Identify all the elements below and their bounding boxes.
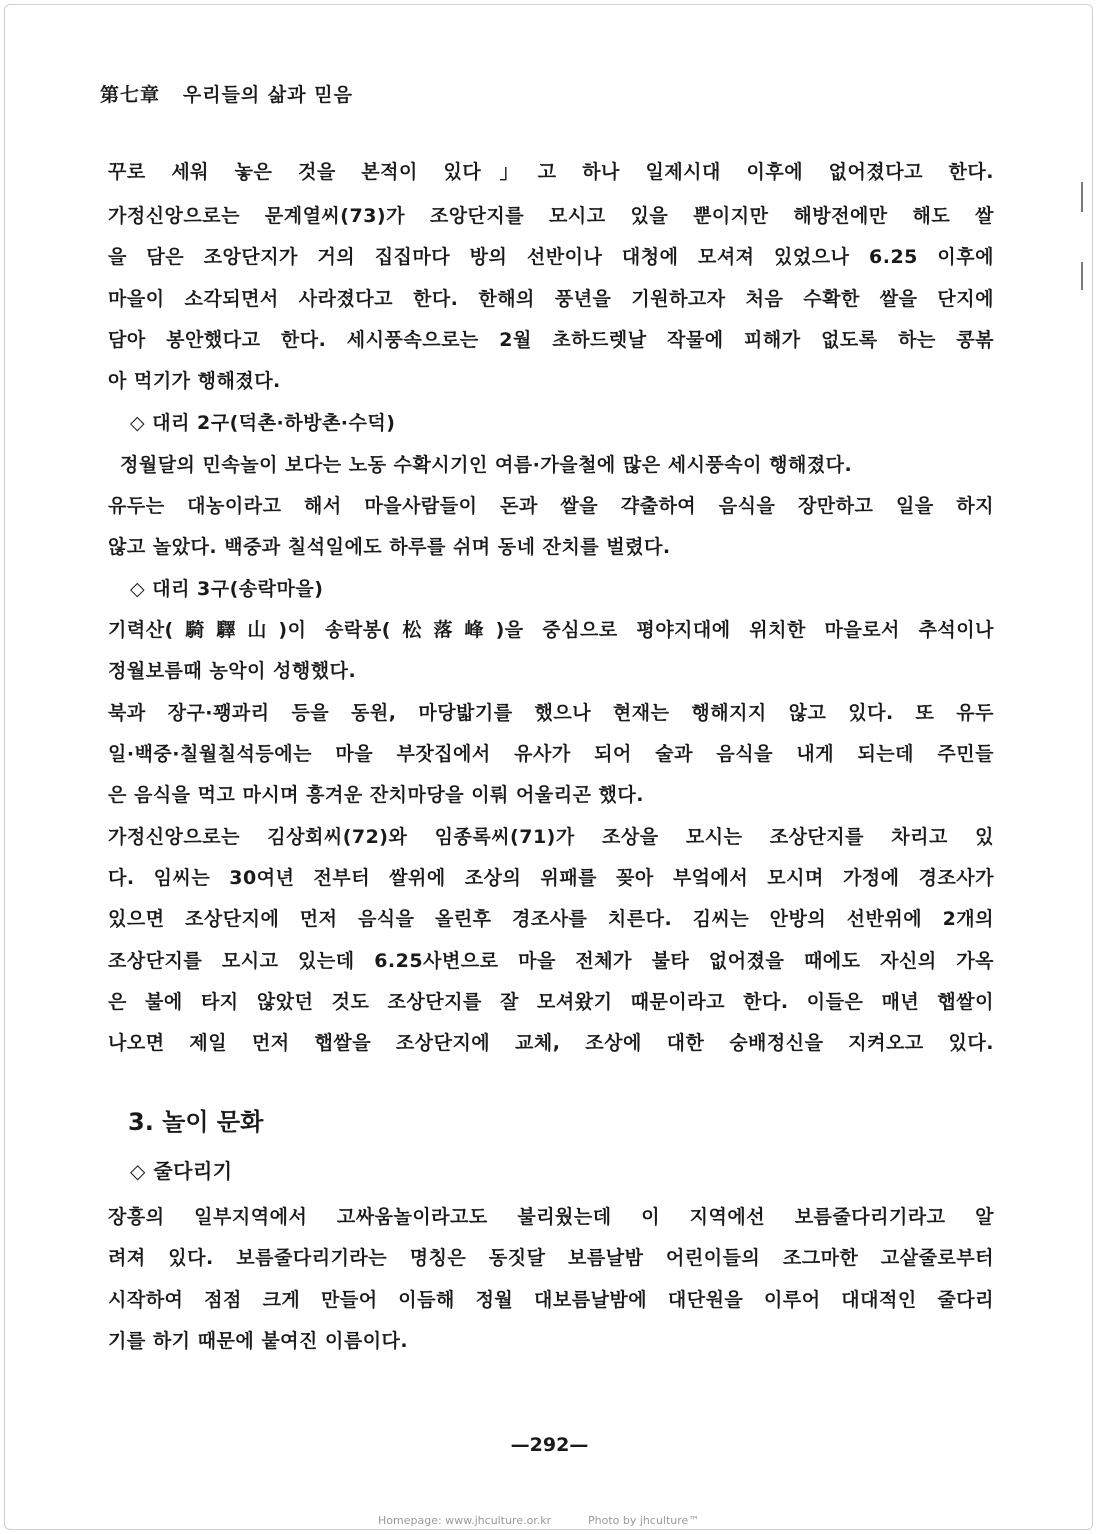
body-line: 가정신앙으로는 김상회씨(72)와 임종록씨(71)가 조상을 모시는 조상단지를 차리고 있 [108, 826, 994, 848]
chapter-title: 우리들의 삶과 믿음 [182, 84, 353, 106]
body-line: 조상단지를 모시고 있는데 6.25사변으로 마을 전체가 불타 없어졌을 때에도 자신의 가옥 [108, 950, 994, 972]
section-heading: 3. 놀이 문화 [128, 1108, 264, 1136]
running-header [100, 80, 353, 107]
body-line: 기력산(騎驛山)이 송락봉(松落峰)을 중심으로 평야지대에 위치한 마을로서 추석이나 [108, 619, 994, 641]
footer-homepage: Homepage: www.jhculture.or.kr [378, 1514, 552, 1527]
body-line: 일·백중·칠월칠석등에는 마을 부잣집에서 유사가 되어 술과 음식을 내게 되는데 주민들 [108, 743, 994, 765]
subsection-heading: ◇ 대리 3구(송락마을) [130, 578, 324, 600]
body-line: 정월보름때 농악이 성행했다. [108, 660, 357, 682]
body-line: 은 음식을 먹고 마시며 흥겨운 잔치마당을 이뤄 어울리곤 했다. [108, 784, 644, 806]
body-line: 정월달의 민속놀이 보다는 노동 수확시기인 여름·가을철에 많은 세시풍속이 행해졌다. [120, 454, 853, 476]
scan-edge-mark [1081, 182, 1083, 212]
body-line: 다. 임씨는 30여년 전부터 쌀위에 조상의 위패를 꽂아 부엌에서 모시며 가정에 경조사가 [108, 867, 994, 889]
body-line: 아 먹기가 행해졌다. [108, 370, 281, 392]
body-line: 은 불에 타지 않았던 것도 조상단지를 잘 모셔왔기 때문이라고 한다. 이들은 매년 햅쌀이 [108, 991, 994, 1013]
body-line: 기를 하기 때문에 붙여진 이름이다. [108, 1330, 409, 1352]
body-line: 가정신앙으로는 문계열씨(73)가 조앙단지를 모시고 있을 뿐이지만 해방전에만 해도 쌀 [108, 205, 994, 227]
body-line: 유두는 대농이라고 해서 마을사람들이 돈과 쌀을 갹출하여 음식을 장만하고 일을 하지 [108, 495, 994, 517]
body-line: 있으면 조상단지에 먼저 음식을 올린후 경조사를 치른다. 김씨는 안방의 선반위에 2개의 [108, 908, 994, 930]
page-number: —292— [510, 1434, 589, 1456]
body-line: 북과 장구·꽹과리 등을 동원, 마당밟기를 했으나 현재는 행해지지 않고 있다. 또 유두 [108, 702, 994, 724]
footer-photo-credit: Photo by jhculture™ [588, 1514, 700, 1527]
body-line: 나오면 제일 먼저 햅쌀을 조상단지에 교체, 조상에 대한 숭배정신을 지켜오고 있다. [108, 1032, 994, 1054]
subsection-heading: ◇ 줄다리기 [130, 1159, 233, 1183]
chapter-label: 第七章 [100, 84, 161, 106]
subsection-heading: ◇ 대리 2구(덕촌·하방촌·수덕) [130, 412, 396, 434]
body-line: 않고 놀았다. 백중과 칠석일에도 하루를 쉬며 동네 잔치를 벌렸다. [108, 536, 671, 558]
body-line: 려져 있다. 보름줄다리기라는 명칭은 동짓달 보름날밤 어린이들의 조그마한 고샅줄로부터 [108, 1247, 994, 1269]
scan-edge-mark [1081, 262, 1083, 290]
body-line: 마을이 소각되면서 사라졌다고 한다. 한해의 풍년을 기원하고자 처음 수확한 쌀을 단지에 [108, 288, 994, 310]
body-line: 을 담은 조앙단지가 거의 집집마다 방의 선반이나 대청에 모셔져 있었으나 6.25 이후에 [108, 246, 994, 268]
body-line: 장흥의 일부지역에서 고싸움놀이라고도 불리웠는데 이 지역에선 보름줄다리기라고 알 [108, 1206, 994, 1228]
body-line: 담아 봉안했다고 한다. 세시풍속으로는 2월 초하드렛날 작물에 피해가 없도록 하는 콩볶 [108, 329, 994, 351]
body-line: 시작하여 점점 크게 만들어 이듬해 정월 대보름날밤에 대단원을 이루어 대대적인 줄다리 [108, 1289, 994, 1311]
body-line: 꾸로 세워 놓은 것을 본적이 있다」고 하나 일제시대 이후에 없어졌다고 한다. [108, 161, 994, 183]
